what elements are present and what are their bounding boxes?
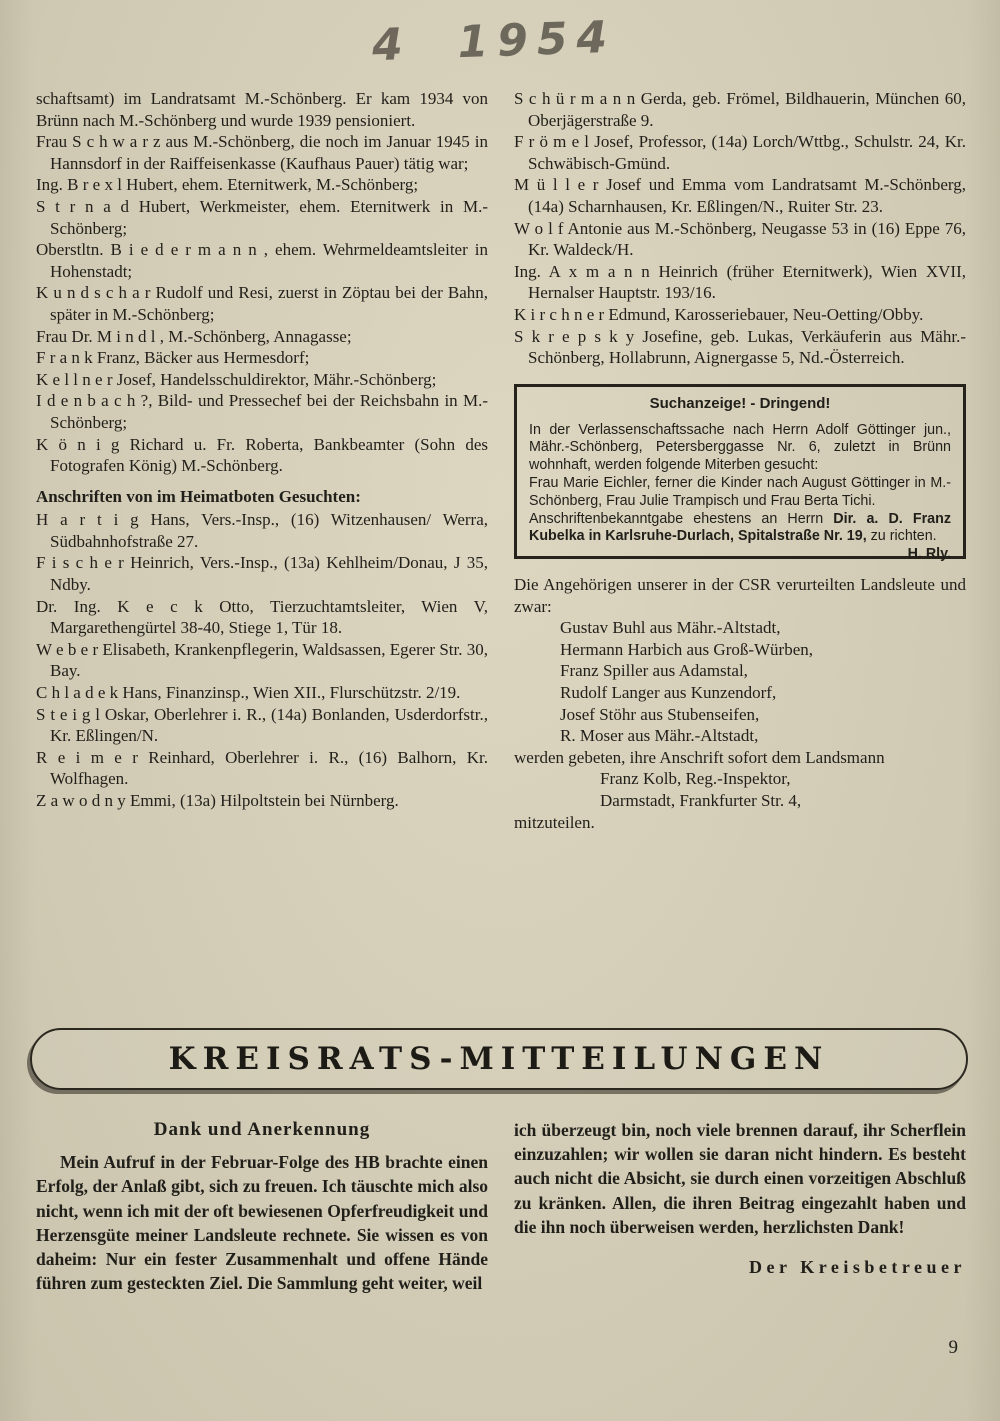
csr-notice-closing: mitzuteilen. <box>514 812 595 832</box>
top-two-column-section <box>36 88 966 833</box>
section-banner-title: KREISRATS-MITTEILUNGEN <box>168 1041 830 1077</box>
csr-notice-intro: Die Angehörigen unserer in der CSR verurteilten Landsleute und zwar: <box>514 575 966 616</box>
bottom-left-column <box>36 1118 488 1297</box>
list-entry: K e l l n e r Josef, Handelsschuldirektor, Mähr.-Schönberg; <box>36 369 437 389</box>
handwritten-year: 1954 <box>456 11 617 69</box>
handwritten-issue-mark <box>371 12 617 71</box>
list-entry: F r a n k Franz, Bäcker aus Hermesdorf; <box>36 348 310 368</box>
csr-person: Hermann Harbich aus Groß-Würben, <box>560 639 814 659</box>
csr-person: Josef Stöhr aus Stubenseifen, <box>560 704 760 724</box>
address-entry: Dr. Ing. K e c k Otto, Tierzuchtamtsleiter, Wien V, Margarethengürtel 38-40, Stiege 1, Tür 18. <box>36 596 488 638</box>
bottom-two-column-section <box>36 1118 966 1297</box>
list-entry: K ö n i g Richard u. Fr. Roberta, Bankbeamter (Sohn des Fotografen König) M.-Schönberg. <box>36 434 488 476</box>
address-entry: Z a w o d n y Emmi, (13a) Hilpoltstein bei Nürnberg. <box>36 791 399 810</box>
list-entry: Frau S c h w a r z aus M.-Schönberg, die noch im Januar 1945 in Hannsdorf in der Raiffeisenkasse (Kaufhaus Pauer) tätig war; <box>36 132 488 173</box>
list-entry: K u n d s c h a r Rudolf und Resi, zuerst in Zöptau bei der Bahn, später in M.-Schönberg; <box>36 283 488 324</box>
csr-person: Gustav Buhl aus Mähr.-Altstadt, <box>560 618 781 638</box>
list-entry: W o l f Antonie aus M.-Schönberg, Neugasse 53 in (16) Eppe 76, Kr. Waldeck/H. <box>514 218 966 260</box>
article-heading: Dank und Anerkennung <box>153 1119 371 1140</box>
handwritten-number: 4 <box>371 18 413 72</box>
list-entry: I d e n b a c h ?, Bild- und Pressechef bei der Reichsbahn in M.-Schönberg; <box>36 391 488 432</box>
list-entry: Frau Dr. M i n d l , M.-Schönberg, Annagasse; <box>36 326 352 346</box>
notice-box-paragraph: Frau Marie Eichler, ferner die Kinder nach August Göttinger in M.-Schönberg, Frau Julie Trampisch und Frau Berta Tichi. <box>529 474 951 509</box>
notice-contact-name: Dir. a. D. Franz Kubelka in Karlsruhe-Durlach, Spitalstraße Nr. 19, <box>529 510 951 545</box>
csr-contact-line: Darmstadt, Frankfurter Str. 4, <box>600 791 802 811</box>
notice-signature: H. Rly. <box>907 546 951 563</box>
page-content <box>36 88 966 833</box>
notice-text-suffix: zu richten. <box>866 528 937 545</box>
article-paragraph: Mein Aufruf in der Februar-Folge des HB brachte einen Erfolg, der Anlaß gibt, sich zu freuen. Ich täuschte mich also nicht, wenn ich mit der oft bewiesenen Opferfreudigkeit und Herzensgüte meiner Landsleute rechnete. Sie wissen es von daheim: Nur ein fester Zusammenhalt und offene Hände führen zum gesteckten Ziel. Die Sammlung geht weiter, weil <box>36 1152 488 1294</box>
address-entry: R e i m e r Reinhard, Oberlehrer i. R., (16) Balhorn, Kr. Wolfhagen. <box>36 747 488 789</box>
article-signature: Der Kreisbetreuer <box>749 1257 966 1278</box>
list-entry: F r ö m e l Josef, Professor, (14a) Lorch/Wttbg., Schulstr. 24, Kr. Schwäbisch-Gmünd. <box>514 132 966 173</box>
bottom-right-column <box>514 1118 966 1297</box>
csr-person: Franz Spiller aus Adamstal, <box>560 661 748 681</box>
notice-text-prefix: Anschriftenbekanntgabe ehestens an Herrn <box>529 510 834 527</box>
section-banner <box>30 1028 968 1090</box>
csr-person: Rudolf Langer aus Kunzendorf, <box>560 683 777 703</box>
csr-person: R. Moser aus Mähr.-Altstadt, <box>560 726 759 746</box>
search-notice-box <box>514 384 966 563</box>
notice-box-paragraph <box>529 510 951 563</box>
notice-box-paragraph: In der Verlassenschaftssache nach Herrn Adolf Göttinger jun., Mähr.-Schönberg, Petersberggasse Nr. 6, zuletzt in Brünn wohnhaft, werden folgende Miterben gesucht: <box>529 421 951 474</box>
list-entry: S k r e p s k y Josefine, geb. Lukas, Verkäuferin aus Mähr.-Schönberg, Hollabrunn, Aignergasse 5, Nd.-Österreich. <box>514 326 966 368</box>
list-entry: M ü l l e r Josef und Emma vom Landratsamt M.-Schönberg, (14a) Scharnhausen, Kr. Eßlingen/N., Ruiter Str. 23. <box>514 175 966 216</box>
list-entry: S t r n a d Hubert, Werkmeister, ehem. Eternitwerk in M.-Schönberg; <box>36 196 488 238</box>
article-paragraph: ich überzeugt bin, noch viele brennen darauf, ihr Scherflein einzuzahlen; wir wollen sie daran nicht hindern. Es besteht auch nicht die Absicht, sie durch einen vorzeitigen Abschluß zu kränken. Allen, die ihren Beitrag eingezahlt haben und die ihn noch überweisen werden, herzlichsten Dank! <box>514 1120 966 1237</box>
address-entry: S t e i g l Oskar, Oberlehrer i. R., (14a) Bonlanden, Usderdorfstr., Kr. Eßlingen/N. <box>36 704 488 746</box>
address-entry: W e b e r Elisabeth, Krankenpflegerin, Waldsassen, Egerer Str. 30, Bay. <box>36 639 488 681</box>
list-entry: S c h ü r m a n n Gerda, geb. Frömel, Bildhauerin, München 60, Oberjägerstraße 9. <box>514 89 966 130</box>
list-entry: Ing. B r e x l Hubert, ehem. Eternitwerk, M.-Schönberg; <box>36 175 419 195</box>
list-entry: schaftsamt) im Landratsamt M.-Schönberg. Er kam 1934 von Brünn nach M.-Schönberg und wurde 1939 pensioniert. <box>36 89 488 130</box>
addresses-section-heading: Anschriften von im Heimatboten Gesuchten: <box>36 486 361 506</box>
list-entry: K i r c h n e r Edmund, Karosseriebauer, Neu-Oetting/Obby. <box>514 304 924 324</box>
list-entry: Ing. A x m a n n Heinrich (früher Eternitwerk), Wien XVII, Hernalser Hauptstr. 193/16. <box>514 261 966 303</box>
address-entry: C h l a d e k Hans, Finanzinsp., Wien XII., Flurschützstr. 2/19. <box>36 683 461 703</box>
right-column <box>514 88 966 833</box>
csr-notice-continuation: werden gebeten, ihre Anschrift sofort dem Landsmann <box>514 747 885 767</box>
notice-box-title: Suchanzeige! - Dringend! <box>649 394 831 412</box>
csr-contact-line: Franz Kolb, Reg.-Inspektor, <box>600 769 791 789</box>
address-entry: F i s c h e r Heinrich, Vers.-Insp., (13a) Kehlheim/Donau, J 35, Ndby. <box>36 553 488 595</box>
list-entry: Oberstltn. B i e d e r m a n n , ehem. Wehrmeldeamtsleiter in Hohenstadt; <box>36 240 488 281</box>
left-column <box>36 88 488 833</box>
page-number: 9 <box>948 1337 958 1358</box>
address-entry: H a r t i g Hans, Vers.-Insp., (16) Witzenhausen/ Werra, Südbahnhofstraße 27. <box>36 510 488 551</box>
